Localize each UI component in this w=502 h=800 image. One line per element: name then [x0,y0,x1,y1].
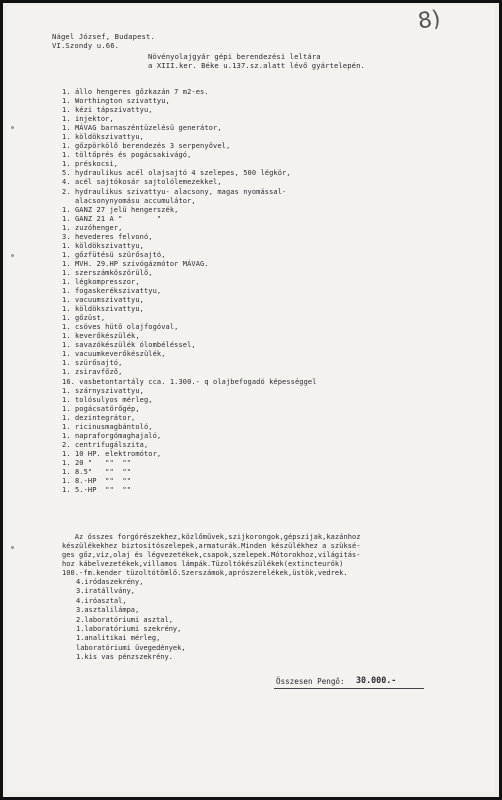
inventory-item: 1. GANZ 27 jelü hengerszék, [62,205,179,214]
inventory-item: 1. 20 " "" "" [62,458,132,467]
inventory-item: 1. 5.-HP "" "" [62,486,132,495]
inventory-item: 1. 10 HP. elektromótor, [62,449,162,458]
paragraph-line: Az összes forgórészekhez,közlőművek,szijkorongok,gépszijak,kazánhoz [62,533,361,541]
inventory-item: 1. töltőprés és pogácsakivágó, [62,151,192,160]
paragraph-line: 100.-fm.kender tüzoltótömlő.Szerszámok,aprószerelékek,üstök,vedrek. [62,569,348,577]
paragraph-line: ges gőz,viz,olaj és légvezetékek,csapok,szelepek.Mótorokhoz,világitás- [62,551,361,559]
inventory-item: 1. szárnyszivattyu, [62,386,144,395]
office-item: 4.iródaszekrény, [76,578,144,586]
inventory-item: 1. napraforgómaghajaló, [62,431,162,440]
inventory-item: 1. gőzpörkölő berendezés 3 serpenyővel, [62,142,231,151]
inventory-item: 1. dezintegrátor, [62,413,136,422]
inventory-item: 1. vacuumszivattyu, [62,296,144,305]
inventory-item: 1. kézi tápszivattyu, [62,106,153,115]
inventory-item: 1. MVH. 29.HP szivógázmótor MÁVAG. [62,259,209,268]
inventory-item: 1. szerszámköszörülő, [62,268,153,277]
inventory-item: 1. gőzüst, [62,314,106,323]
inventory-item: 1. fogaskerékszivattyu, [62,287,162,296]
office-item: 4.iróasztal, [76,596,127,605]
inventory-item: 2. hydraulikus szivattyu- alacsony, magas nyomással- [62,187,287,196]
office-item: laboratóriumi üvegedények, [76,643,186,652]
document-title [148,52,365,71]
inventory-item: 1. állo hengeres gőzkazán 7 m2-es. [62,88,209,96]
inventory-item: 1. gőzfütésü szürősajtó, [62,250,166,259]
total-underline [274,688,424,689]
inventory-item: 1. pogácsatörőgép, [62,404,140,413]
inventory-item: 1. szürősajtó, [62,359,123,368]
inventory-item: 16. vasbetontartály cca. 1.300.- q olajbefogadó képességgel [62,377,317,386]
inventory-item: 1. savazókészülék ólombéléssel, [62,341,196,350]
inventory-item: 1. keverőkészülék, [62,332,140,341]
inventory-item: 1. légkompresszor, [62,277,140,286]
sender-address: VI.Szondy u.66. [52,41,120,51]
total-amount: 30.000.- [356,675,397,685]
office-item: 3.iratállvány, [76,587,136,596]
inventory-item: 1. MÁVAG barnaszéntüzelésü generátor, [62,124,222,133]
handwritten-annotation: 8) [416,6,443,35]
sender-name: Nágel József, Budapest. [52,32,155,41]
inventory-item: 1. zsiravfőző, [62,368,123,377]
inventory-item: 1. GANZ 21 A " " [62,214,162,223]
inventory-item: 1. Worthington szivattyu, [62,97,170,106]
inventory-item: alacsonynyomásu accumulátor, [62,196,196,205]
inventory-item: 2. centrifugálszita, [62,440,149,449]
inventory-item: 3. hevederes felvonó, [62,232,153,241]
punch-hole-mark [11,254,14,257]
paragraph-line: készülékekhez biztositószelepek,armaturák.Minden készülékhez a szüksé- [62,542,361,550]
office-item: 1.kis vas pénzszekrény. [76,653,173,662]
inventory-item: 1. préskocsi, [62,160,119,169]
office-item: 1.analitikai mérleg, [76,634,161,643]
office-item: 2.laboratóriumi asztal, [76,615,173,624]
inventory-item: 5. hydraulikus acél olajsajtó 4 szelepes, 500 légkör, [62,169,291,178]
sender-block [52,32,155,51]
inventory-list [62,88,482,495]
inventory-item: 1. 8.-HP "" "" [62,477,132,486]
office-item: 3.asztalilámpa, [76,606,140,615]
title-line: a XIII.ker. Béke u.137.sz.alatt lévő gyártelepén. [148,61,365,71]
total-label: Összesen Pengő: [276,677,345,686]
inventory-item: 1. zuzóhenger, [62,223,123,232]
inventory-item: 1. ricinusmagbántoló, [62,422,153,431]
inventory-item: 4. acél sajtókosár sajtolólemezekkel, [62,178,222,187]
inventory-item: 1. injektor, [62,115,114,124]
inventory-item: 1. tolósulyos mérleg, [62,395,153,404]
inventory-item: 1. csöves hütő olajfogóval, [62,323,179,332]
punch-hole-mark [11,546,14,549]
office-item: 1.laboratóriumi szekrény, [76,625,182,634]
office-items-list [76,578,186,663]
inventory-item: 1. köldökszivattyu, [62,133,144,142]
inventory-item: 1. köldökszivattyu, [62,305,144,314]
inventory-item: 1. vacuumkeverőkészülék, [62,350,166,359]
inventory-item: 1. 8.5" "" "" [62,467,132,476]
punch-hole-mark [11,126,14,129]
accessories-paragraph [62,533,488,578]
inventory-item: 1. köldökszivattyu, [62,241,144,250]
paragraph-line: hoz kábelvezetékek,villamos lámpák.Tüzoltókészülékek(extincteurök) [62,560,344,568]
title-line: Növényolajgyár gépi berendezési leltára [148,52,321,61]
